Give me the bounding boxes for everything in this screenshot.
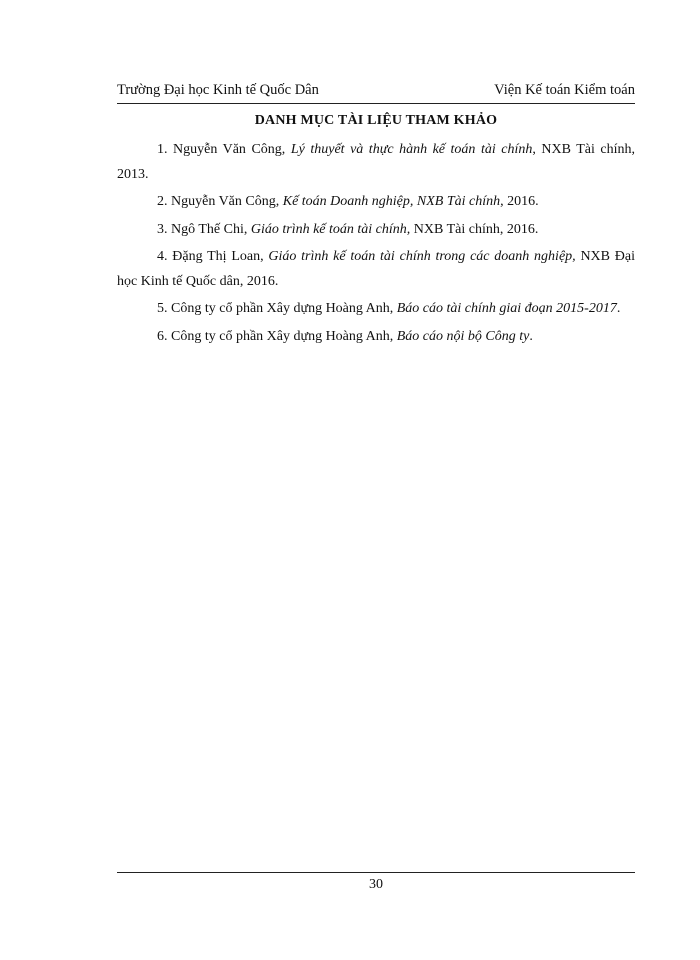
reference-publisher: . xyxy=(616,301,621,316)
header-institute: Viện Kế toán Kiểm toán xyxy=(494,82,635,98)
reference-title: Lý thuyết và thực hành kế toán tài chính xyxy=(290,142,533,157)
footer-divider xyxy=(117,872,635,873)
reference-item xyxy=(117,325,635,350)
reference-title: Báo cáo tài chính giai đoạn 2015-2017 xyxy=(396,301,617,316)
reference-author: 4. Đặng Thị Loan, xyxy=(157,249,269,264)
reference-author: 5. Công ty cổ phần Xây dựng Hoàng Anh, xyxy=(157,301,397,316)
header-university: Trường Đại học Kinh tế Quốc Dân xyxy=(117,82,319,98)
reference-item xyxy=(117,245,635,294)
reference-author: 6. Công ty cổ phần Xây dựng Hoàng Anh, xyxy=(157,328,397,344)
reference-list xyxy=(117,138,635,352)
reference-publisher: . xyxy=(529,328,533,344)
reference-item xyxy=(117,218,635,243)
reference-title: Giáo trình kế toán tài chính, xyxy=(250,221,411,237)
page-header xyxy=(117,81,635,104)
page-number: 30 xyxy=(369,877,383,892)
reference-title: Kế toán Doanh nghiệp, NXB Tài chính xyxy=(282,194,501,209)
reference-title: Giáo trình kế toán tài chính trong các doanh nghiệp, xyxy=(268,249,576,264)
reference-item xyxy=(117,138,635,187)
reference-author: 1. Nguyễn Văn Công, xyxy=(157,142,291,157)
reference-author: 3. Ngô Thế Chi, xyxy=(157,221,251,237)
reference-publisher: NXB Đại học Kinh tế Quốc dân, 2016. xyxy=(117,249,635,289)
page-title: DANH MỤC TÀI LIỆU THAM KHẢO xyxy=(254,113,498,128)
reference-publisher: , NXB Tài chính, 2013. xyxy=(117,142,635,182)
reference-item xyxy=(117,297,635,322)
reference-item xyxy=(117,190,635,215)
reference-publisher: NXB Tài chính, 2016. xyxy=(410,221,539,237)
reference-publisher: , 2016. xyxy=(500,194,539,209)
reference-title: Báo cáo nội bộ Công ty xyxy=(396,328,530,344)
reference-author: 2. Nguyễn Văn Công, xyxy=(157,194,283,209)
